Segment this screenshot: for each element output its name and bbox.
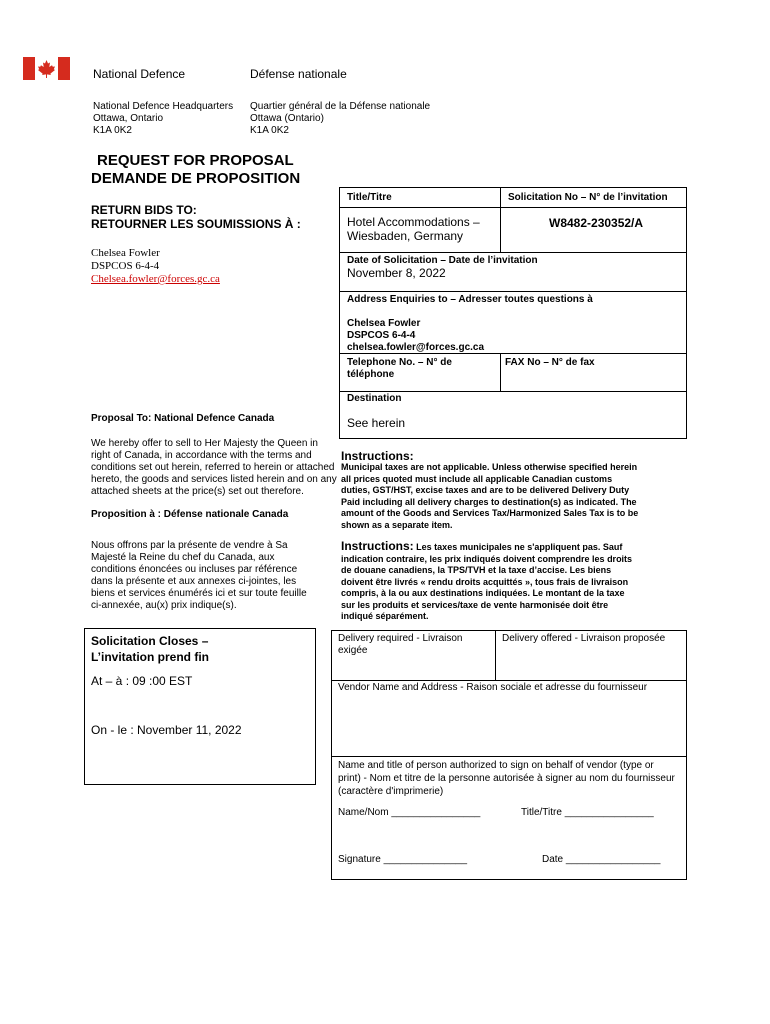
instructions-text-en: Municipal taxes are not applicable. Unless otherwise specified herein all prices quoted must include all applicable Canadian customs duties, GST/HST, excise taxes and are to be delivered Delivery Duty Paid including all delivery charges to destination(s) as indicated. The amount of the Goods and Services Tax/Harmonized Sales Tax is to be shown as a separate item. [341,462,639,530]
return-bids-contact [91,247,220,286]
solicitation-closes-heading: Solicitation Closes – L’invitation prend fin [91,634,209,664]
vendor-box [331,630,687,880]
title-label: Title/Titre [347,192,392,203]
delivery-required-label: Delivery required - Livraison exigée [338,633,463,656]
closing-time: At – à : 09 :00 EST [91,674,193,688]
document-title: REQUEST FOR PROPOSAL DEMANDE DE PROPOSITION [91,152,301,187]
fax-label: FAX No – N° de fax [505,357,595,368]
instructions-heading-fr: Instructions: [341,539,414,553]
canada-flag-icon [23,57,70,80]
authorized-person-label: Name and title of person authorized to sign on behalf of vendor (type or print) - Nom et titre de la personne autorisée à signer au nom du fournisseur (caractère d'imprimerie) [338,760,675,797]
address-fr: Quartier général de la Défense nationale Ottawa (Ontario) K1A 0K2 [250,101,431,136]
solicitation-label: Solicitation No – N° de l’invitation [508,192,668,203]
proposal-to-label-fr: Proposition à : Défense nationale Canada [91,509,289,520]
name-field[interactable]: Name/Nom ________________ [338,807,481,818]
date-field[interactable]: Date _________________ [542,854,661,865]
offer-text-en: We hereby offer to sell to Her Majesty the Queen in right of Canada, in accordance with the terms and conditions set out herein, referred to herein or attached hereto, the goods and services listed herein and on any attached sheets at the price(s) set out therefore. [91,438,337,497]
signature-field[interactable]: Signature _______________ [338,854,468,865]
closing-date: On - le : November 11, 2022 [91,723,242,737]
contact-name: Chelsea Fowler [91,247,160,259]
title-value: Hotel Accommodations – Wiesbaden, Germany [347,215,480,243]
destination-label: Destination [347,393,402,404]
instructions-heading-en: Instructions: [341,449,414,463]
enquiries-contact: Chelsea Fowler DSPCOS 6-4-4 chelsea.fowler@forces.gc.ca [347,318,485,353]
title-field[interactable]: Title/Titre ________________ [521,807,654,818]
destination-value: See herein [347,416,406,430]
instructions-text-fr: Instructions: Les taxes municipales ne s'appliquent pas. Sauf indication contraire, les prix indiqués doivent comprendre les droits de douane canadiens, la TPS/TVH et la taxe d’accise. Les biens doivent être livrés « rendu droits acquittés », tous frais de livraison compris, à la ou aux destinations indiquées. Le montant de la taxe sur les produits et services/taxe de vente harmonisée doit être indiqué séparément. [341,539,633,621]
address-en: National Defence Headquarters Ottawa, Ontario K1A 0K2 [93,101,234,136]
dept-name-en: National Defence [93,67,186,81]
telephone-label: Telephone No. – N° de téléphone [347,357,452,380]
date-label: Date of Solicitation – Date de l’invitation [347,255,538,266]
return-bids-label: RETURN BIDS TO: RETOURNER LES SOUMISSIONS À : [91,203,301,231]
vendor-name-label: Vendor Name and Address - Raison sociale et adresse du fournisseur [338,682,648,693]
contact-office: DSPCOS 6-4-4 [91,260,160,272]
delivery-offered-label: Delivery offered - Livraison proposée [502,633,666,644]
enquiries-label: Address Enquiries to – Adresser toutes questions à [347,294,593,305]
dept-name-fr: Défense nationale [250,67,347,81]
offer-text-fr: Nous offrons par la présente de vendre à Sa Majesté la Reine du chef du Canada, aux conditions énoncées ou incluses par référence dans la présente et aux annexes ci-jointes, les biens et services énumérés ici et sur toute feuille ci-annexée, au(x) prix indique(s). [91,540,307,611]
solicitation-number: W8482-230352/A [549,216,644,230]
date-value: November 8, 2022 [347,266,446,280]
proposal-to-label: Proposal To: National Defence Canada [91,413,275,424]
contact-email-link[interactable]: Chelsea.fowler@forces.gc.ca [91,273,220,285]
